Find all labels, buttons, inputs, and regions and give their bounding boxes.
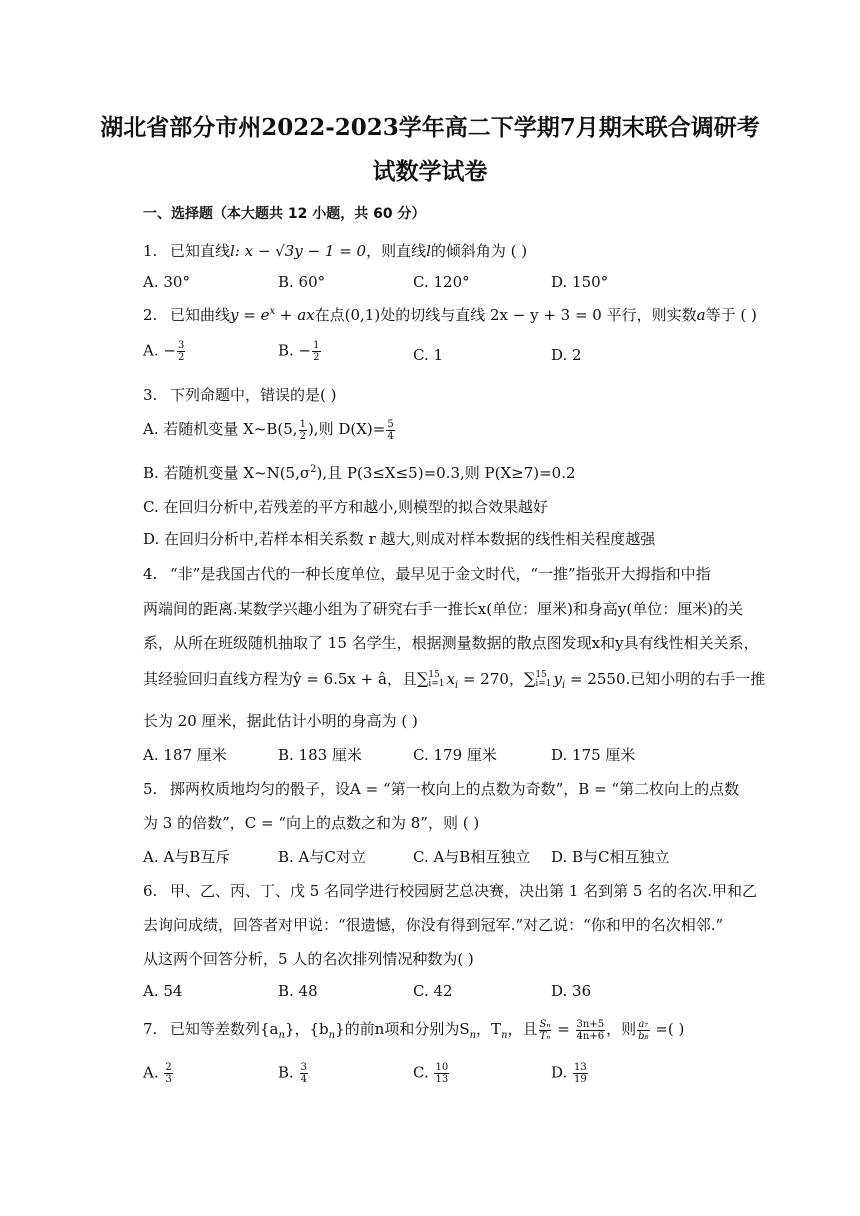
option-d: D. B与C相互独立: [551, 848, 670, 866]
exam-title-line-2: 试数学试卷: [372, 158, 488, 185]
question-3-option-c: C. 在回归分析中,若残差的平方和越小,则模型的拟合效果越好: [143, 498, 549, 516]
question-7: 7. 已知等差数列$\{a_n\}$，$\{b_n\}$的前n项和分别为$S_n$，$T_n$，且 $\frac{\text{Sₙ}}{\text{Tₙ}}$ = $\frac{3n+5}{4n+6}$ ，则 $\frac{\text{a₇}}{\text{b₈}}$ =( ): [143, 1018, 685, 1042]
option-d: D. 36: [551, 982, 592, 1000]
question-3-option-d: D. 在回归分析中,若样本相关系数 r 越大,则成对样本数据的线性相关程度越强: [143, 530, 656, 548]
question-4-line-3: 系，从所在班级随机抽取了 15 名学生，根据测量数据的散点图发现x和y具有线性相关关系，: [143, 634, 759, 652]
question-5-line-1: 5. 掷两枚质地均匀的骰子，设A = “第一枚向上的点数为奇数”，B = “第二枚向上的点数: [143, 780, 740, 798]
option-d: D. 150°: [551, 273, 609, 291]
question-6-line-1: 6. 甲、乙、丙、丁、戊 5 名同学进行校园厨艺总决赛，决出第 1 名到第 5 名的名次.甲和乙: [143, 882, 758, 900]
question-4-line-2: 两端间的距离.某数学兴趣小组为了研究右手一推长x(单位：厘米)和身高y(单位：厘米)的关: [143, 600, 744, 618]
question-number: 5.: [143, 780, 158, 798]
option-a: A. 187 厘米: [143, 746, 227, 764]
question-4-line-5: 长为 20 厘米，据此估计小明的身高为 ( ): [143, 712, 418, 730]
option-c: C. 42: [413, 982, 453, 1000]
section-heading: 一、选择题（本大题共 12 小题，共 60 分）: [143, 206, 426, 222]
question-5-line-2: 为 3 的倍数”，C = “向上的点数之和为 8”，则 ( ): [143, 814, 480, 832]
option-a: A. 30°: [143, 273, 190, 291]
question-number: 6.: [143, 882, 158, 900]
option-a: A. − $\frac{3}{2}$: [143, 340, 185, 363]
question-6-line-3: 从这两个回答分析，5 人的名次排列情况种数为( ): [143, 950, 474, 968]
option-a: A. A与B互斥: [143, 848, 231, 866]
question-3-option-b: B. 若随机变量 $X\sim N(5,\sigma^2)$,且 P(3≤X≤5)=0.3,则 P(X≥7)=0.2: [143, 464, 576, 482]
option-c: C. 179 厘米: [413, 746, 497, 764]
question-number: 7.: [143, 1020, 158, 1038]
question-2: 2. 已知曲线$y = e^x$ + ax在点(0,1)处的切线与直线 2x − y + 3 = 0 平行，则实数a等于 ( ): [143, 306, 757, 324]
option-b: B. A与C对立: [278, 848, 366, 866]
question-number: 4.: [143, 565, 158, 583]
exam-title-line-1: 湖北省部分市州2022-2023学年高二下学期7月期末联合调研考: [100, 114, 760, 141]
question-4-line-4: 其经验回归直线方程为ŷ = 6.5x + â，且∑ 15 i=1 $x_i = 270$，∑ 15 i=1 $y_i = 2550$.已知小明的右手一推: [143, 669, 766, 691]
option-c: C. 1: [413, 346, 444, 364]
option-a: A. $\frac{2}{3}$: [143, 1062, 172, 1085]
question-number: 1.: [143, 242, 158, 260]
option-c: C. 120°: [413, 273, 470, 291]
option-d: D. 2: [551, 346, 582, 364]
question-number: 2.: [143, 306, 158, 324]
question-1: 1. 已知直线l: x − √3y − 1 = 0，则直线l的倾斜角为 ( ): [143, 242, 528, 260]
question-4-line-1: 4. “非”是我国古代的一种长度单位，最早见于金文时代，“一推”指张开大拇指和中指: [143, 565, 711, 583]
option-d: D. $\frac{13}{19}$: [551, 1062, 587, 1085]
option-b: B. 48: [278, 982, 318, 1000]
option-b: B. 60°: [278, 273, 326, 291]
option-a: A. 54: [143, 982, 183, 1000]
question-3-option-a: A. 若随机变量 X~B(5, $\frac{1}{2}$ ),则 D(X)= $\frac{5}{4}$: [143, 418, 394, 442]
question-6-line-2: 去询问成绩，回答者对甲说：“很遗憾，你没有得到冠军.”对乙说：“你和甲的名次相邻.”: [143, 916, 724, 934]
option-b: B. − $\frac{1}{2}$: [278, 340, 320, 363]
option-c: C. $\frac{10}{13}$: [413, 1062, 449, 1085]
question-number: 3.: [143, 386, 158, 404]
option-d: D. 175 厘米: [551, 746, 636, 764]
question-3: 3. 下列命题中，错误的是( ): [143, 386, 337, 404]
option-b: B. 183 厘米: [278, 746, 362, 764]
option-c: C. A与B相互独立: [413, 848, 531, 866]
option-b: B. $\frac{3}{4}$: [278, 1062, 307, 1085]
